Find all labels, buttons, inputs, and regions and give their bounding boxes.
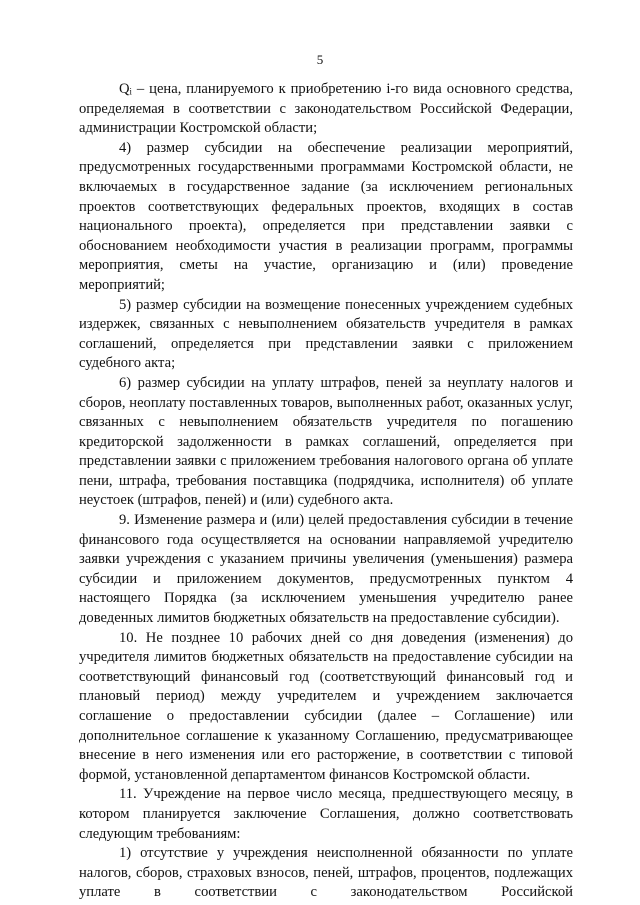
paragraph-price-definition: Qᵢ – цена, планируемого к приобретению i-го вида основного средства, определяемая в соответствии с законодательством Российской Федерации, администрации Костромской области; — [79, 81, 573, 137]
paragraph-item-11: 11. Учреждение на первое число месяца, предшествующего месяцу, в котором планируется заключение Соглашения, должно соответствовать следующим требованиям: — [79, 786, 573, 842]
paragraph-subsidy-fines: 6) размер субсидии на уплату штрафов, пеней за неуплату налогов и сборов, неоплату поставленных товаров, выполненных работ, оказанных услуг, связанных с невыполнением обязательств учредителя по погашению кредиторской задолженности в рамках соглашений, определяется при представлении заявки с приложением требования налогового органа об уплате пени, штрафа, требования поставщика (подрядчика, исполнителя) об уплате неустоек (штрафов, пеней) и (или) судебного акта. — [79, 374, 573, 509]
paragraph-subsidy-court-costs: 5) размер субсидии на возмещение понесенных учреждением судебных издержек, связанных с невыполнением обязательств учредителя в рамках соглашений, определяется при представлении заявки с приложением судебного акта; — [79, 296, 573, 372]
paragraph-item-9: 9. Изменение размера и (или) целей предоставления субсидии в течение финансового года осуществляется на основании направляемой учредителю заявки учреждения с указанием причины увеличения (уменьшения) размера субсидии и приложением документов, предусмотренных пунктом 4 настоящего Порядка (за исключением уменьшения учредителю ранее доведенных лимитов бюджетных обязательств на предоставление субсидии). — [79, 512, 573, 627]
paragraph-subsidy-programs: 4) размер субсидии на обеспечение реализации мероприятий, предусмотренных государственными программами Костромской области, не включаемых в государственное задание (за исключением региональных проектов соответствующих федеральных проектов, входящих в состав национального проекта), определяется при представлении заявки с обоснованием необходимости участия в реализации программ, программы мероприятия, сметы на участие, организацию и (или) проведение мероприятий; — [79, 139, 573, 293]
paragraph-requirement-1: 1) отсутствие у учреждения неисполненной обязанности по уплате налогов, сборов, страховых взносов, пеней, штрафов, процентов, подлежащих уплате в соответствии с законодательством Российской — [79, 845, 573, 901]
document-body — [79, 80, 573, 903]
page-number: 5 — [316, 52, 324, 67]
paragraph-item-10: 10. Не позднее 10 рабочих дней со дня доведения (изменения) до учредителя лимитов бюджетных обязательств на предоставление субсидии на соответствующий финансовый год (соответствующий финансовый год и плановый период) между учредителем и учреждением заключается соглашение о предоставлении субсидии (далее – Соглашение) или дополнительное соглашение к указанному Соглашению, предусматривающее внесение в него изменения или его расторжение, в соответствии с типовой формой, установленной департаментом финансов Костромской области. — [79, 629, 573, 783]
